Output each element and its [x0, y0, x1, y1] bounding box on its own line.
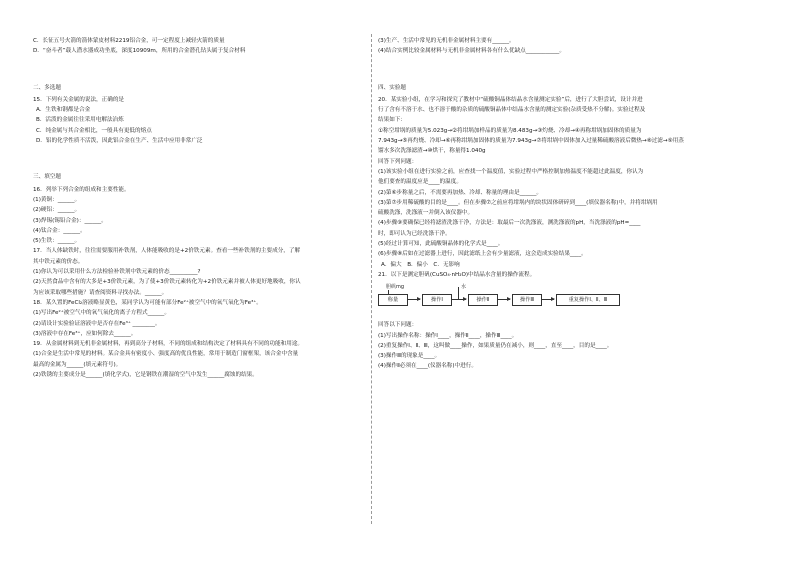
question-line: C．长征五号火箭的箭体蒙皮材料2219铝合金，可一定程度上减轻火箭的质量	[33, 38, 225, 44]
question-line: (2)天然食品中含有的大多是+3价铁元素，为了使+3价铁元素转化为+2价铁元素并被人体更好地吸收，你认	[33, 279, 301, 286]
option-line: A．生铁和钢都是合金	[36, 107, 91, 114]
question-line: (1)你认为可以采用什么方法检验补铁剂中铁元素的价态__________?	[33, 269, 201, 276]
option-line: A．偏大 B．偏小 C．无影响	[381, 261, 460, 268]
question-line: (4)操作Ⅱ必须在____(仪器名称)中进行。	[378, 363, 477, 370]
question-line: ①称空坩埚的质量为5.023g→②将坩埚加样品的质量为8.483g→③灼烧、冷却→④再称坩埚加固体的质量为	[378, 127, 642, 134]
question-line: (3)焊锡(锡铅合金)：______。	[33, 217, 107, 224]
question-line: 7.943g→⑤再灼烧、冷却→⑥再称坩埚加固体的质量为7.943g→⑦将坩埚中固体加入过量稀硫酸溶液后微热→⑧过滤→⑨用蒸	[378, 138, 684, 145]
question-line: (4)步骤⑨要确保已经将滤渣洗涤干净，方法是：取最后一次洗涤液，测洗涤液的pH，当洗涤液的pH=____	[378, 220, 641, 227]
question-line: (3)溶液中存在Fe³⁺，应如何除去______。	[33, 330, 137, 337]
question-line: 18．某久置的FeCl₂溶液略显黄色，某同学认为可能有部分Fe²⁺被空气中的氧气氧化为Fe³⁺。	[33, 299, 262, 306]
question-line: 为应该采取哪些措施？请查阅资料寻找办法。______。	[33, 289, 168, 296]
question-line: (1)写出操作名称：操作Ⅰ____，操作Ⅱ____，操作Ⅲ____。	[378, 332, 518, 339]
question-line: 16．列举下列合金的组成和主要性能。	[33, 186, 130, 193]
question-line: (2)铁锈的主要成分是______(填化学式)，它是钢铁在潮湿的空气中发生______腐蚀的结果。	[33, 372, 258, 379]
question-line: (2)请设计实验验证溶液中是否存在Fe³⁺ ________。	[33, 320, 161, 327]
question-line: (2)硬铝：______。	[33, 207, 81, 214]
question-line: 19．从金属材料到无机非金属材料，再到高分子材料，不同的组成和结构决定了材料具有不同的功能和用途。	[33, 341, 304, 348]
flow-arrow	[498, 299, 510, 300]
question-line: (3)生产、生活中常见的无机非金属材料主要有______。	[378, 38, 515, 44]
section-heading-experiment: 四、实验题	[378, 84, 406, 91]
question-line: 最高的金属为______(填元素符号)。	[33, 361, 122, 368]
option-line: B．活泼的金属往往采用电解法冶炼	[36, 117, 124, 124]
question-line: 硫酸洗涤，洗涤液一并倒入该仪器中。	[378, 210, 474, 217]
column-divider	[371, 34, 372, 524]
question-line: (2)重复操作Ⅰ、Ⅱ、Ⅲ，这叫做____操作，如果质量仍在减小，则____，直至____，目的是____。	[378, 342, 613, 349]
flow-box-repeat: 重复操作Ⅰ、Ⅱ、Ⅲ	[556, 294, 620, 306]
flow-start-label: 胆矾mg	[386, 284, 405, 291]
question-line: 15．下列有关金属的说法，正确的是	[33, 96, 125, 103]
question-line: 20．某实验小组，在学习和探究了教材中“硫酸铜晶体结晶水含量测定实验”后，进行了大胆尝试，设计并进	[378, 96, 643, 103]
flow-box-operation-3: 操作Ⅲ	[512, 294, 542, 306]
question-line: (1)黄铜：______。	[33, 196, 81, 203]
question-line: 回答以下问题：	[378, 322, 418, 329]
process-flow-diagram	[378, 282, 708, 316]
question-line: 他们要查的温度应是____的温度。	[378, 179, 462, 186]
question-line: (4)结合实例比较金属材料与无机非金属材料各有什么优缺点____________。	[378, 48, 565, 55]
flow-arrow	[542, 299, 554, 300]
section-heading-multiple-choice: 二、多选题	[33, 84, 61, 91]
option-line: D．铝的化学性质不活泼，因此铝合金在生产、生活中应用非常广泛	[36, 138, 203, 145]
flow-water-label: 水	[461, 284, 467, 291]
question-line: (4)钛合金：______。	[33, 227, 86, 234]
question-line: (2)第⑥步称量之后，不需要再加热、冷却、称量的理由是______。	[378, 189, 542, 196]
question-line: (3)操作Ⅲ的现象是____。	[378, 353, 441, 360]
right-column	[378, 36, 708, 372]
question-line: 行了含有不溶于水、也不溶于酸的杂质的硫酸铜晶体中结晶水含量的测定实验(杂质受热不分解)。实验过程及	[378, 107, 646, 114]
question-line: 其中铁元素的价态。	[33, 258, 84, 265]
flow-arrow	[452, 299, 466, 300]
question-line: (1)合金是生活中常见的材料。某合金具有密度小、强度高的优良性能，常用于制造门窗框架，该合金中含量	[33, 351, 299, 358]
question-line: (1)写出Fe²⁺被空气中的氧气氧化的离子方程式______。	[33, 310, 170, 317]
flow-connector	[458, 287, 459, 299]
question-line: (3)第⑦步用稀硫酸的目的是____。但在步骤⑦之前应将坩埚内的块状固体研碎到____(填仪器名称)中，并将坩埚用	[378, 199, 658, 206]
flow-arrow	[408, 299, 420, 300]
flow-box-operation-2: 操作Ⅱ	[468, 294, 498, 306]
question-line: 时，即可认为已经洗涤干净。	[378, 230, 451, 237]
question-line: 回答下列问题：	[378, 158, 418, 165]
flow-box-operation-1: 操作Ⅰ	[422, 294, 452, 306]
question-line: 17．当人体缺铁时，往往需要服用补铁剂，人体能吸收的是+2价铁元素。查看一些补铁剂的主要成分，了解	[33, 248, 301, 255]
question-line: (1)该实验小组在进行实验之前，应查找一个温度值，实验过程中严格控制加热温度不能超过此温度，你认为	[378, 168, 644, 175]
option-line: C．纯金属与其合金相比，一般具有更低的熔点	[36, 127, 152, 134]
left-column	[33, 36, 363, 380]
flow-box-weigh: 称量	[378, 294, 408, 306]
question-line: (5)经过计算可知，此硫酸铜晶体的化学式是____。	[378, 241, 504, 248]
question-line: 结果如下：	[378, 117, 406, 124]
question-line: (5)生铁：______。	[33, 238, 81, 245]
question-line: (6)步骤⑧后如在过滤器上进行，因此滤纸上会有少量滤液，这会造成实验结果____。	[378, 251, 587, 258]
question-line: D．“奋斗者”载人潜水器成功坐底，深度10909m，所用的合金潜孔钻头属于复合材料	[33, 48, 246, 55]
section-heading-fill-in: 三、填空题	[33, 174, 61, 181]
question-line: 21．以下是测定胆矾(CuSO₄·nH₂O)中结晶水含量的操作流程。	[378, 271, 536, 278]
question-line: 馏水多次洗涤滤渣→⑩烘干，称量得1.040g	[378, 148, 486, 155]
